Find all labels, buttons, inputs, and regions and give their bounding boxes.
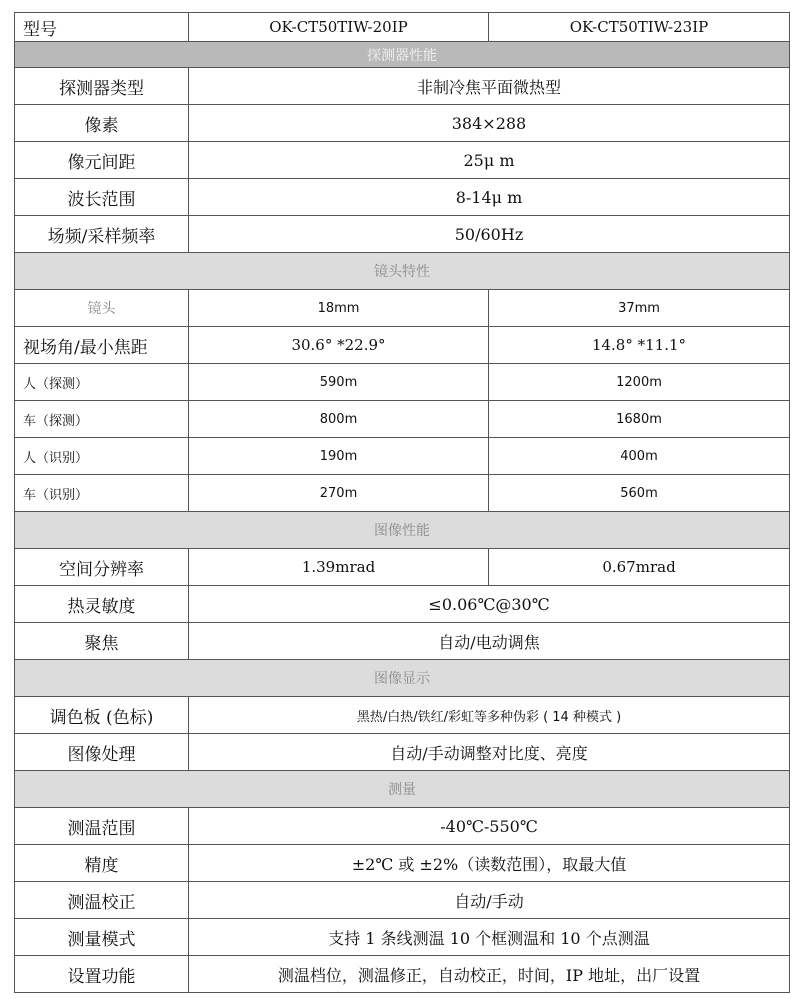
- row-value-b: 37mm: [618, 300, 660, 316]
- row-label: 调色板 (色标): [15, 697, 189, 733]
- row-label: 像元间距: [15, 142, 189, 178]
- table-row: [14, 290, 790, 327]
- row-value-a: 800m: [189, 401, 489, 437]
- section-image-display: [14, 660, 790, 697]
- row-value-b: 560m: [620, 485, 658, 501]
- row-value-b: 1680m: [616, 411, 662, 427]
- table-row: [14, 586, 790, 623]
- row-value-a: 1.39mrad: [189, 549, 489, 585]
- table-row: [14, 549, 790, 586]
- row-label: 像素: [15, 105, 189, 141]
- row-label: 镜头: [15, 290, 189, 326]
- row-label: 设置功能: [15, 956, 189, 992]
- row-label: 测温校正: [15, 882, 189, 918]
- row-value: -40℃-550℃: [440, 816, 538, 836]
- row-label: 车（探测）: [15, 401, 189, 437]
- row-label: 波长范围: [15, 179, 189, 215]
- row-label: 测量模式: [15, 919, 189, 955]
- section-lens: [14, 253, 790, 290]
- row-value: 自动/电动调焦: [438, 632, 540, 652]
- section-measurement: [14, 771, 790, 808]
- row-value: 自动/手动调整对比度、亮度: [390, 743, 588, 763]
- row-label: 测温范围: [15, 808, 189, 844]
- table-row: [14, 623, 790, 660]
- row-label: 人（识别）: [15, 438, 189, 474]
- row-label: 图像处理: [15, 734, 189, 770]
- section-image-performance: [14, 512, 790, 549]
- row-value-a: 590m: [189, 364, 489, 400]
- row-value-a: 270m: [189, 475, 489, 511]
- row-value-b: 0.67mrad: [602, 558, 676, 576]
- row-label: 车（识别）: [15, 475, 189, 511]
- model-row: [14, 12, 790, 42]
- row-label: 空间分辨率: [15, 549, 189, 585]
- table-row: [14, 105, 790, 142]
- model-name-2: OK-CT50TIW-23IP: [569, 18, 709, 36]
- table-row: [14, 956, 790, 993]
- table-row: [14, 327, 790, 364]
- model-name-1: OK-CT50TIW-20IP: [189, 13, 489, 41]
- row-label: 热灵敏度: [15, 586, 189, 622]
- row-value-a: 18mm: [189, 290, 489, 326]
- row-value: ≤0.06℃@30℃: [428, 594, 550, 614]
- row-value: 384×288: [451, 113, 527, 133]
- table-row: [14, 919, 790, 956]
- row-label: 探测器类型: [15, 68, 189, 104]
- row-value-b: 1200m: [616, 374, 662, 390]
- row-label: 聚焦: [15, 623, 189, 659]
- row-label: 场频/采样频率: [15, 216, 189, 252]
- row-value-b: 14.8° *11.1°: [591, 336, 687, 354]
- table-row: [14, 808, 790, 845]
- section-title: 图像显示: [374, 671, 430, 687]
- row-value: 测温档位，测温修正，自动校正，时间，IP 地址，出厂设置: [277, 965, 701, 985]
- row-value: 黑热/白热/铁红/彩虹等多种伪彩 ( 14 种模式 ): [356, 709, 622, 725]
- table-row: [14, 734, 790, 771]
- section-title: 探测器性能: [367, 47, 437, 64]
- spec-table: [14, 12, 790, 993]
- row-value: ±2℃ 或 ±2%（读数范围），取最大值: [351, 854, 627, 874]
- table-row: [14, 845, 790, 882]
- table-row: [14, 216, 790, 253]
- row-value: 25μ m: [463, 150, 515, 170]
- row-label: 精度: [15, 845, 189, 881]
- table-row: [14, 697, 790, 734]
- table-row: [14, 68, 790, 105]
- row-value-a: 30.6° *22.9°: [189, 327, 489, 363]
- row-value: 50/60Hz: [454, 224, 524, 244]
- table-row: [14, 438, 790, 475]
- section-detector: [14, 42, 790, 68]
- table-row: [14, 882, 790, 919]
- row-value: 自动/手动: [454, 891, 524, 911]
- section-title: 测量: [388, 782, 416, 798]
- table-row: [14, 364, 790, 401]
- row-value: 非制冷焦平面微热型: [416, 77, 561, 97]
- table-row: [14, 142, 790, 179]
- row-label: 人（探测）: [15, 364, 189, 400]
- model-label: 型号: [15, 13, 189, 41]
- row-value-b: 400m: [620, 448, 658, 464]
- row-value: 支持 1 条线测温 10 个框测温和 10 个点测温: [328, 928, 650, 948]
- row-value-a: 190m: [189, 438, 489, 474]
- table-row: [14, 179, 790, 216]
- section-title: 镜头特性: [374, 264, 430, 280]
- row-value: 8-14μ m: [455, 187, 523, 207]
- section-title: 图像性能: [374, 523, 430, 539]
- row-label: 视场角/最小焦距: [15, 327, 189, 363]
- table-row: [14, 401, 790, 438]
- table-row: [14, 475, 790, 512]
